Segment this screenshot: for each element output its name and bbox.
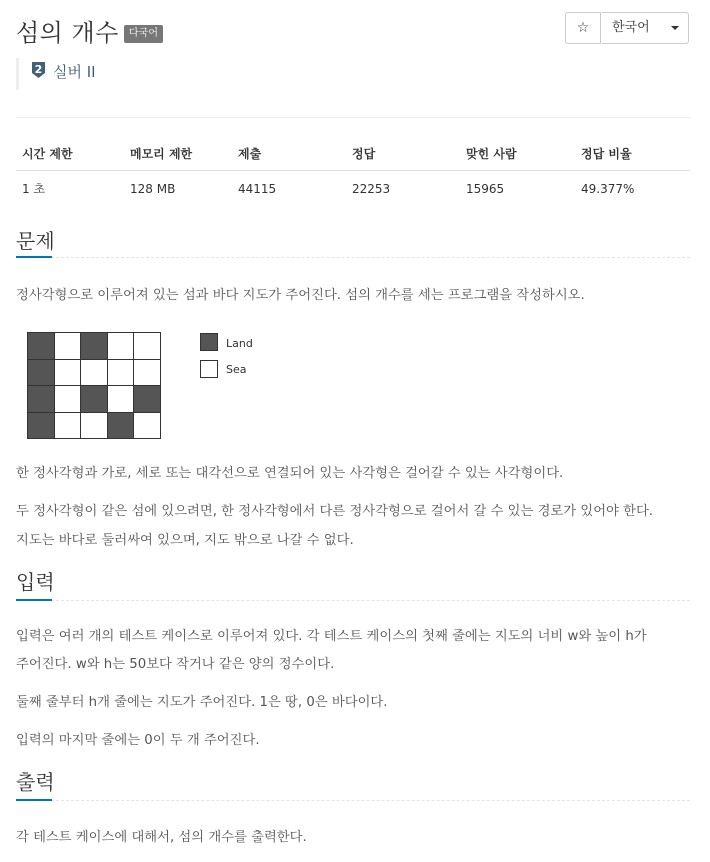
map-cell-land	[80, 332, 108, 360]
language-dropdown[interactable]	[602, 12, 689, 44]
map-cell-sea	[107, 359, 135, 387]
time-limit-value: 1 초	[22, 182, 46, 196]
memory-limit-value: 128 MB	[130, 181, 176, 196]
header-submissions: 제출	[232, 137, 346, 171]
problem-paragraph: 두 정사각형이 같은 섬에 있으려면, 한 정사각형에서 다른 정사각형으로 걸어서 갈 수 있는 경로가 있어야 한다.	[16, 504, 654, 519]
input-paragraph: 둘째 줄부터 h개 줄에는 지도가 주어진다. 1은 땅, 0은 바다이다.	[16, 695, 388, 710]
language-badge: 다국어	[124, 25, 163, 43]
section-underline	[16, 799, 52, 801]
map-cell-land	[27, 385, 55, 413]
header-solved-users: 맞힌 사람	[460, 137, 575, 171]
map-cell-sea	[54, 385, 82, 413]
star-button[interactable]	[565, 12, 601, 44]
accepted-ratio-value: 49.377%	[581, 181, 635, 196]
map-cell-sea	[54, 332, 82, 360]
legend-land-swatch	[200, 333, 218, 351]
legend-sea-swatch	[200, 360, 218, 378]
accepted-value: 22253	[352, 181, 391, 196]
header-accepted: 정답	[346, 137, 460, 171]
tier-label[interactable]: 실버 II	[53, 63, 96, 81]
legend-land-label: Land	[226, 337, 253, 350]
input-paragraph: 주어진다. w와 h는 50보다 작거나 같은 양의 정수이다.	[16, 657, 335, 672]
map-cell-sea	[107, 385, 135, 413]
map-cell-sea	[133, 359, 161, 387]
map-cell-sea	[133, 412, 161, 440]
section-underline	[16, 256, 52, 258]
input-paragraph: 입력은 여러 개의 테스트 케이스로 이루어져 있다. 각 테스트 케이스의 첫째 줄에는 지도의 너비 w와 높이 h가	[16, 629, 647, 644]
map-cell-land	[133, 385, 161, 413]
header-accepted-ratio: 정답 비율	[575, 137, 690, 171]
map-cell-land	[80, 385, 108, 413]
caret-down-icon	[671, 26, 679, 30]
table-row	[16, 171, 690, 207]
section-title-input: 입력	[16, 570, 55, 594]
header-memory-limit: 메모리 제한	[124, 137, 232, 171]
map-cell-sea	[107, 332, 135, 360]
map-cell-sea	[133, 332, 161, 360]
tier-block	[16, 58, 96, 90]
map-cell-sea	[80, 359, 108, 387]
divider	[16, 117, 690, 118]
legend-sea-label: Sea	[226, 363, 247, 376]
problem-paragraph: 한 정사각형과 가로, 세로 또는 대각선으로 연결되어 있는 사각형은 걸어갈 수 있는 사각형이다.	[16, 466, 564, 481]
problem-title: 섬의 개수	[16, 19, 119, 47]
section-divider	[16, 800, 690, 801]
input-paragraph: 입력의 마지막 줄에는 0이 두 개 주어진다.	[16, 733, 260, 748]
problem-paragraph: 정사각형으로 이루어져 있는 섬과 바다 지도가 주어진다. 섬의 개수를 세는 프로그램을 작성하시오.	[16, 288, 585, 303]
output-paragraph: 각 테스트 케이스에 대해서, 섬의 개수를 출력한다.	[16, 830, 307, 845]
section-title-output: 출력	[16, 770, 55, 794]
tier-level: 2	[34, 63, 43, 76]
map-cell-land	[27, 332, 55, 360]
language-select-label: 한국어	[612, 20, 650, 35]
section-underline	[16, 599, 52, 601]
map-cell-land	[27, 412, 55, 440]
map-cell-sea	[54, 359, 82, 387]
section-divider	[16, 600, 690, 601]
problem-info-table	[16, 137, 690, 206]
problem-header	[16, 10, 690, 50]
section-title-problem: 문제	[16, 229, 55, 253]
map-cell-land	[27, 359, 55, 387]
problem-paragraph: 지도는 바다로 둘러싸여 있으며, 지도 밖으로 나갈 수 없다.	[16, 533, 354, 548]
map-cell-sea	[54, 412, 82, 440]
section-divider	[16, 257, 690, 258]
star-icon: ☆	[576, 20, 590, 36]
submissions-value[interactable]: 44115	[238, 181, 277, 196]
map-cell-sea	[80, 412, 108, 440]
island-map-figure	[27, 332, 160, 438]
map-cell-land	[107, 412, 135, 440]
header-time-limit: 시간 제한	[16, 137, 124, 171]
table-header-row	[16, 137, 690, 171]
tier-shield-icon	[31, 61, 46, 79]
solved-users-value[interactable]: 15965	[466, 181, 505, 196]
